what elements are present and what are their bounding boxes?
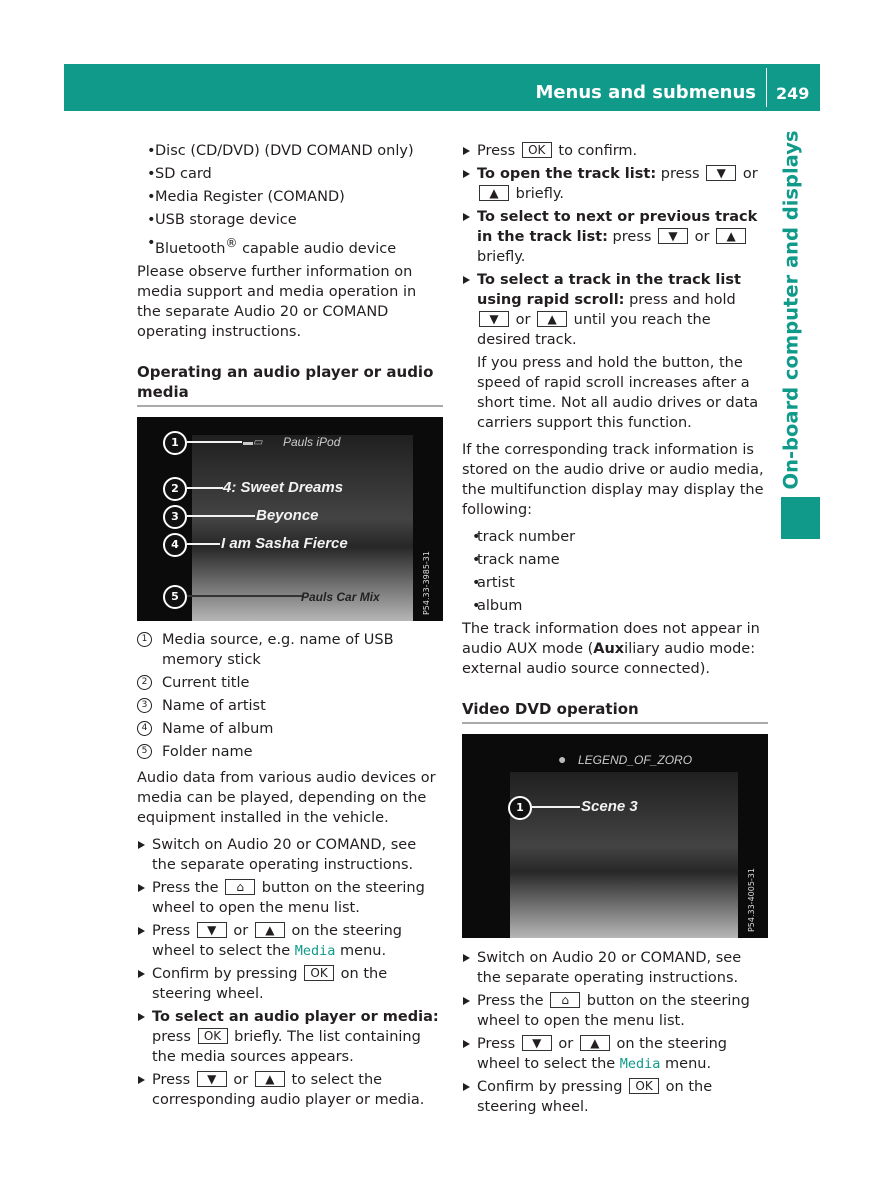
page-header [64,64,820,111]
step-text: or [742,166,758,182]
page-number: 249 [776,84,810,103]
figure-code: P54.33-3985-31 [422,550,431,615]
step-text: briefly. [515,186,564,202]
step-text: Confirm by pressing [477,1079,623,1095]
legend-number: 4 [137,721,152,736]
list-item: • SD card [137,164,443,184]
step-heading: To select a track in the track list using rapid scroll: [477,272,741,308]
down-arrow-icon: ▼ [658,228,688,244]
down-arrow-icon: ▼ [197,922,227,938]
figure-legend [137,630,443,762]
step-text: Press [152,1071,191,1088]
list-item [137,233,443,259]
list-item: • track name [462,550,768,570]
callout-2: 2 [163,477,187,501]
registered-mark: ® [225,236,238,250]
up-arrow-icon: ▲ [537,311,567,327]
legend-item [137,742,443,762]
step-text: until you reach the desired track. [477,312,711,348]
list-item: • artist [462,573,768,593]
folder-name: Pauls Car Mix [301,589,380,604]
callout-line [187,515,255,517]
legend-item [137,630,443,670]
figure-code: P54.33-4005-31 [747,867,756,932]
step-text: button on the steering wheel to open the menu list. [477,993,750,1029]
para-text: The track information does not appear in audio AUX mode ( [462,621,760,657]
callout-1: 1 [163,431,187,455]
up-arrow-icon: ▲ [716,228,746,244]
instruction-step [137,964,443,1004]
callout-line [532,806,580,808]
instruction-step [137,921,443,961]
legend-text: Current title [162,674,250,691]
legend-number: 5 [137,744,152,759]
legend-number: 2 [137,675,152,690]
track-title: 4: Sweet Dreams [223,478,344,496]
para-bold: Aux [593,641,625,657]
instruction-step [462,991,768,1031]
dvd-icon: ● [558,751,567,767]
scene-label: Scene 3 [581,798,638,815]
down-arrow-icon: ▼ [479,311,509,327]
legend-number: 1 [137,632,152,647]
step-text: Press [477,143,516,159]
instruction-step [462,207,768,267]
step-text: menu. [340,942,387,959]
step-text: briefly. [477,249,526,265]
right-column [462,141,768,1120]
instruction-step [137,1070,443,1110]
dvd-title: LEGEND_OF_ZORO [578,753,693,767]
chapter-label: On-board computer and displays [779,130,803,490]
ok-key: OK [522,142,552,158]
step-text: menu. [665,1056,712,1072]
step-heading: To select an audio player or media: [152,1008,439,1025]
up-arrow-icon: ▲ [580,1035,610,1051]
header-divider [766,68,767,107]
album-name: I am Sasha Fierce [221,534,348,552]
step-text: or [515,312,531,328]
list-item: • track number [462,527,768,547]
bluetooth-suffix: capable audio device [242,240,397,257]
menu-name: Media [619,1056,661,1072]
chapter-marker [781,497,820,539]
step-text: briefly. The list containing the media sources appears. [152,1028,421,1065]
para-text: iliary audio mode: external audio source connected). [462,641,756,677]
legend-item [137,719,443,739]
step-text: or [233,1071,249,1088]
down-arrow-icon: ▼ [197,1071,227,1087]
home-icon: ⌂ [550,992,580,1008]
instruction-step [462,164,768,204]
paragraph: If the corresponding track information is stored on the audio drive or audio media, the multifunction display may display the following: [462,442,764,518]
callout-line [187,487,223,489]
legend-text: Name of artist [162,697,266,714]
instruction-step [462,270,768,350]
step-heading: To open the track list: [477,166,657,182]
legend-text: Name of album [162,720,274,737]
step-text: on the steering wheel to select the [477,1036,727,1072]
step-text: Confirm by pressing [152,965,298,982]
callout-line [187,595,303,597]
legend-item [137,673,443,693]
step-text: on the steering wheel. [477,1079,713,1115]
section-heading: Video DVD operation [462,699,768,724]
step-text: or [558,1036,574,1052]
legend-text: Media source, e.g. name of USB memory stick [162,631,394,668]
callout-5: 5 [163,585,187,609]
home-icon: ⌂ [225,879,255,895]
instruction-step [137,878,443,918]
down-arrow-icon: ▼ [706,165,736,181]
step-text: or [233,922,249,939]
step-text: Press [477,1036,516,1052]
ok-key: OK [629,1078,659,1094]
step-heading: To select to next or previous track in the track list: [477,209,758,245]
instruction-step: Switch on Audio 20 or COMAND, see the separate operating instructions. [137,835,443,875]
step-text: press [152,1028,191,1045]
legend-item [137,696,443,716]
left-column [137,141,443,1113]
instruction-step [462,1077,768,1117]
callout-1: 1 [508,796,532,820]
menu-name: Media [294,942,336,959]
audio-display-figure [137,417,443,621]
step-text: press [612,229,652,245]
down-arrow-icon: ▼ [522,1035,552,1051]
step-text: Press [152,922,191,939]
step-text: press [660,166,700,182]
step-text: to confirm. [558,143,638,159]
up-arrow-icon: ▲ [255,922,285,938]
artist-name: Beyonce [256,506,319,524]
step-text: Press the [477,993,544,1009]
paragraph [462,619,768,679]
up-arrow-icon: ▲ [255,1071,285,1087]
step-text: button on the steering wheel to open the menu list. [152,879,425,916]
callout-line [187,543,220,545]
callout-4: 4 [163,533,187,557]
step-note: If you press and hold the button, the speed of rapid scroll increases after a short time. Not all audio drives or data carriers support this function. [477,355,759,431]
legend-text: Folder name [162,743,253,760]
instruction-step [137,1007,443,1067]
list-item: • album [462,596,768,616]
step-text: to select the corresponding audio player or media. [152,1071,425,1108]
usb-icon: ▬▭ [243,436,263,448]
list-item: • Disc (CD/DVD) (DVD COMAND only) [137,141,443,161]
paragraph: Audio data from various audio devices or media can be played, depending on the equipment installed in the vehicle. [137,769,436,826]
step-text: or [694,229,710,245]
list-item: • USB storage device [137,210,443,230]
instruction-step: Switch on Audio 20 or COMAND, see the separate operating instructions. [462,948,768,988]
video-steps [462,948,768,1117]
list-item: • Media Register (COMAND) [137,187,443,207]
step-text: press and hold [629,292,736,308]
instruction-step [462,1034,768,1074]
ok-key: OK [304,965,334,981]
bluetooth-text: Bluetooth [155,240,226,257]
step-text: on the steering wheel to select the [152,922,402,959]
step-text: on the steering wheel. [152,965,388,1002]
step-text: Press the [152,879,219,896]
legend-number: 3 [137,698,152,713]
section-title: Menus and submenus [535,82,756,103]
paragraph: Please observe further information on media support and media operation in the separate Audio 20 or COMAND operating instructions. [137,263,417,340]
ok-key: OK [198,1028,228,1044]
chapter-tab [774,130,820,490]
instruction-step [462,141,768,161]
source-name: Pauls iPod [283,434,341,449]
video-display-figure [462,734,768,938]
callout-line [187,441,242,443]
section-heading: Operating an audio player or audio media [137,362,443,407]
up-arrow-icon: ▲ [479,185,509,201]
callout-3: 3 [163,505,187,529]
